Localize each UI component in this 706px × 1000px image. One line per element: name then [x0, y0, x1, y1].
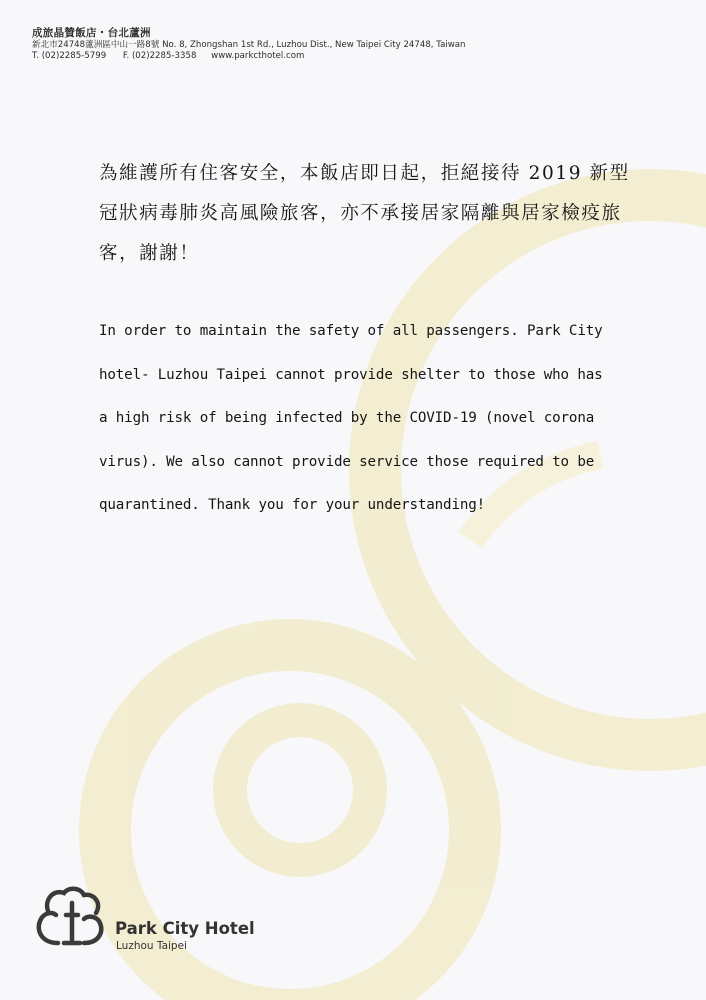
notice-en-line: In order to maintain the safety of all passengers. Park City — [99, 323, 603, 339]
notice-zh-line: 為維護所有住客安全，本飯店即日起，拒絕接待 2019 新型 — [99, 163, 630, 184]
notice-zh-line: 冠狀病毒肺炎高風險旅客，亦不承接居家隔離與居家檢疫旅 — [99, 203, 622, 224]
notice-en-line: hotel- Luzhou Taipei cannot provide shelter to those who has — [99, 366, 603, 383]
hotel-logo — [34, 885, 274, 955]
hotel-address: 新北市24748蘆洲區中山一路8號 No. 8, Zhongshan 1st Rd., Luzhou Dist., New Taipei City 24748, Taiwan — [32, 40, 466, 50]
hotel-website[interactable]: www.parkcthotel.com — [211, 51, 305, 61]
notice-chinese — [99, 154, 630, 274]
brand-location: Luzhou Taipei — [116, 940, 187, 952]
brand-name: Park City Hotel — [115, 919, 255, 938]
notice-en-line: virus). We also cannot provide service those required to be — [99, 453, 595, 470]
hotel-phone: T. (02)2285-5799 — [32, 51, 107, 61]
notice-en-line: quarantined. Thank you for your understanding! — [99, 497, 486, 513]
notice-zh-line: 客，謝謝！ — [99, 243, 200, 264]
hotel-fax: F. (02)2285-3358 — [122, 51, 197, 61]
hotel-contact — [32, 51, 465, 62]
hotel-name-zh: 成旅晶贊飯店・台北蘆洲 — [32, 27, 151, 39]
letterhead — [32, 27, 465, 62]
notice-english — [99, 310, 619, 528]
notice-en-line: a high risk of being infected by the COVID-19 (novel corona — [99, 410, 595, 426]
park-city-tree-logo-icon — [34, 885, 106, 953]
